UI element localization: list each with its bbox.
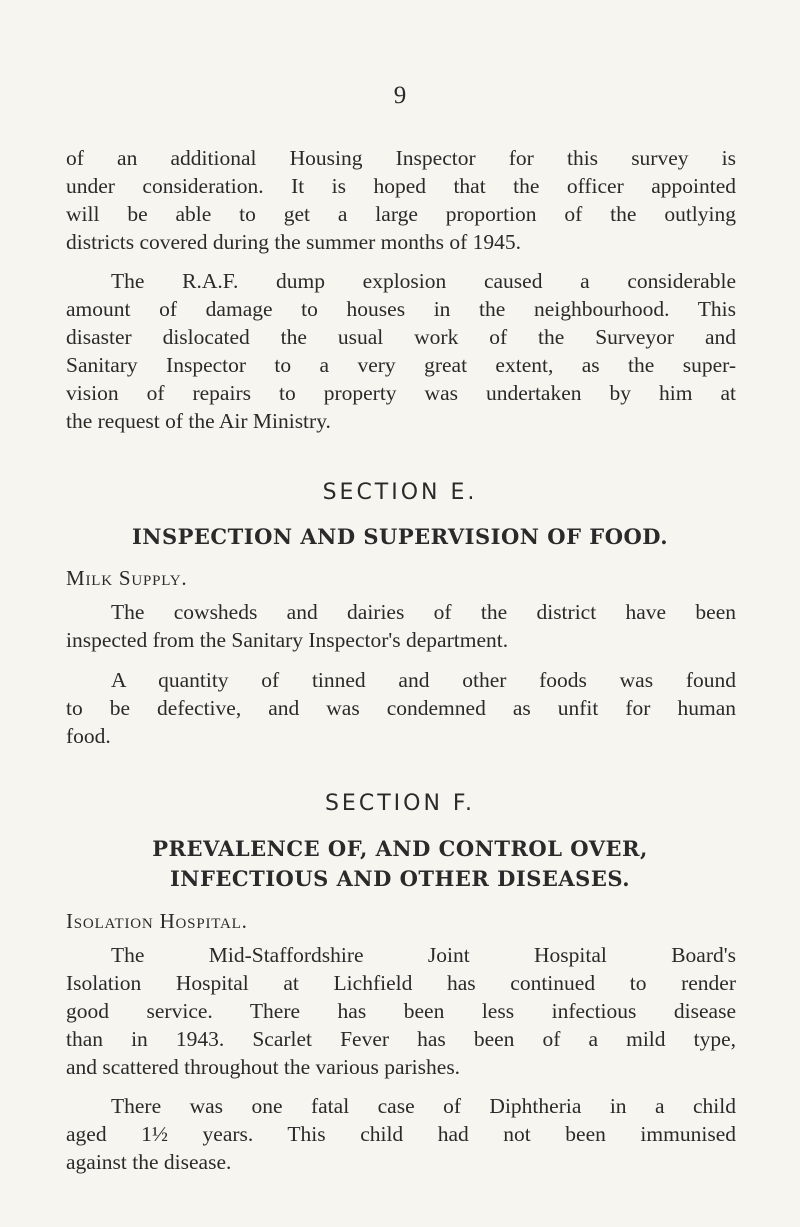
- section-f-title-line-2: INFECTIOUS AND OTHER DISEASES.: [169, 866, 631, 891]
- text-line: the request of the Air Ministry.: [66, 409, 331, 433]
- text-line: aged 1½ years. This child had not been immunised: [66, 1122, 736, 1146]
- text-line: good service. There has been less infectious disease: [66, 999, 736, 1023]
- paragraph-tinned-foods: [66, 666, 736, 750]
- text-line: vision of repairs to property was undertaken by him at: [66, 381, 736, 405]
- paragraph-housing-inspector: [66, 144, 736, 256]
- paragraph-diphtheria: [66, 1092, 736, 1176]
- section-f-title-line-1: PREVALENCE OF, AND CONTROL OVER,: [152, 836, 648, 861]
- text-line: under consideration. It is hoped that the officer appointed: [66, 174, 736, 198]
- milk-supply-subheading: Milk Supply.: [66, 566, 188, 590]
- text-line: inspected from the Sanitary Inspector's department.: [66, 628, 509, 652]
- text-line: The cowsheds and dairies of the district have been: [111, 600, 736, 624]
- text-line: food.: [66, 724, 111, 748]
- section-e-heading: SECTION E.: [322, 480, 478, 505]
- text-line: to be defective, and was condemned as unfit for human: [66, 696, 736, 720]
- text-line: disaster dislocated the usual work of the Surveyor and: [66, 325, 736, 349]
- section-f-heading: SECTION F.: [324, 791, 476, 816]
- text-line: and scattered throughout the various parishes.: [66, 1055, 461, 1079]
- text-line: There was one fatal case of Diphtheria in a child: [111, 1094, 736, 1118]
- text-line: amount of damage to houses in the neighbourhood. This: [66, 297, 736, 321]
- text-line: of an additional Housing Inspector for this survey is: [66, 146, 736, 170]
- text-line: The R.A.F. dump explosion caused a considerable: [111, 269, 736, 293]
- text-line: against the disease.: [66, 1150, 232, 1174]
- text-line: will be able to get a large proportion of the outlying: [66, 202, 736, 226]
- isolation-hospital-subheading: Isolation Hospital.: [66, 909, 248, 933]
- section-e-title: INSPECTION AND SUPERVISION OF FOOD.: [131, 524, 669, 549]
- text-line: Isolation Hospital at Lichfield has continued to render: [66, 971, 736, 995]
- page-number: 9: [393, 82, 407, 109]
- text-line: districts covered during the summer months of 1945.: [66, 230, 522, 254]
- text-line: A quantity of tinned and other foods was found: [111, 668, 736, 692]
- paragraph-cowsheds: [66, 598, 736, 654]
- text-line: The Mid-Staffordshire Joint Hospital Board's: [111, 943, 736, 967]
- paragraph-raf-explosion: [66, 267, 736, 435]
- paragraph-isolation-hospital: [66, 941, 736, 1081]
- text-line: Sanitary Inspector to a very great extent, as the super-: [66, 353, 736, 377]
- text-line: than in 1943. Scarlet Fever has been of a mild type,: [66, 1027, 736, 1051]
